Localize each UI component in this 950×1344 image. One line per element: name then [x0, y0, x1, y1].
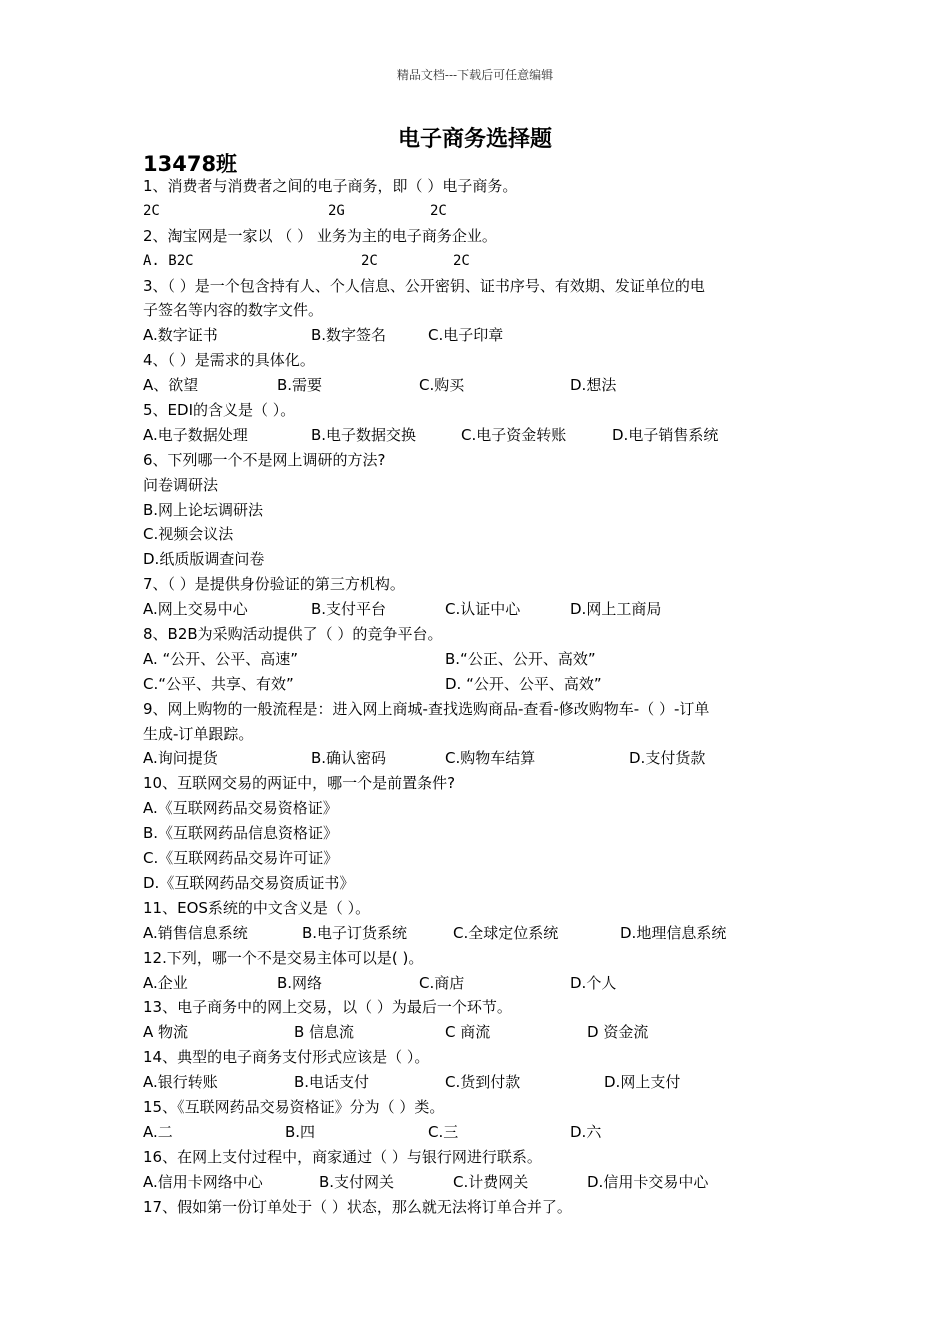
- text-line: [143, 1095, 823, 1120]
- text-line: [143, 995, 823, 1020]
- line-text: 3、（ ）是一个包含持有人、个人信息、公开密钥、证书序号、有效期、发证单位的电: [143, 276, 705, 295]
- text-line: [143, 1195, 823, 1220]
- answer-option: B.网络: [277, 973, 323, 992]
- text-line: [143, 423, 823, 448]
- text-line: [143, 398, 823, 423]
- line-text: 12.下列，哪一个不是交易主体可以是( )。: [143, 948, 424, 967]
- answer-option: D.电子销售系统: [612, 425, 719, 444]
- answer-option: D.个人: [570, 973, 617, 992]
- answer-option: B.确认密码: [311, 749, 387, 768]
- answer-option: C.电子印章: [428, 326, 504, 345]
- text-line: [143, 1020, 823, 1045]
- answer-option: B.电话支付: [294, 1073, 370, 1092]
- document-title: 电子商务选择题: [397, 126, 552, 152]
- text-line: [143, 1120, 823, 1145]
- answer-option: A 物流: [143, 1023, 189, 1042]
- answer-option: A. B2C: [143, 252, 194, 269]
- line-text: 子签名等内容的数字文件。: [143, 301, 324, 320]
- answer-option: D.六: [570, 1122, 602, 1141]
- text-line: [143, 348, 823, 373]
- text-line: [143, 697, 823, 722]
- text-line: [143, 722, 823, 747]
- line-text: 14、典型的电子商务支付形式应该是（ ）。: [143, 1048, 430, 1067]
- text-line: [143, 572, 823, 597]
- answer-option: D.支付货款: [629, 749, 706, 768]
- answer-option: C.计费网关: [453, 1172, 529, 1191]
- text-line: [143, 224, 823, 249]
- answer-option: B.“公正、公开、高效”: [445, 649, 596, 668]
- text-line: [143, 647, 823, 672]
- line-text: B.网上论坛调研法: [143, 500, 264, 519]
- answer-option: B.电子数据交换: [311, 425, 417, 444]
- answer-option: B.电子订货系统: [302, 923, 408, 942]
- answer-option: B.数字签名: [311, 326, 387, 345]
- line-text: 6、下列哪一个不是网上调研的方法?: [143, 450, 386, 469]
- line-text: 17、假如第一份订单处于（ ）状态，那么就无法将订单合并了。: [143, 1197, 572, 1216]
- line-text: 5、EDI的含义是（ ）。: [143, 401, 296, 420]
- text-line: [143, 746, 823, 771]
- text-line: [143, 274, 823, 299]
- answer-option: A. “公开、公平、高速”: [143, 649, 299, 668]
- line-text: 10、互联网交易的两证中，哪一个是前置条件?: [143, 774, 456, 793]
- line-text: 生成-订单跟踪。: [143, 724, 254, 743]
- answer-option: C.商店: [419, 973, 465, 992]
- answer-option: A.销售信息系统: [143, 923, 248, 942]
- text-line: [143, 846, 823, 871]
- line-text: C.《互联网药品交易许可证》: [143, 849, 339, 868]
- line-text: 11、EOS系统的中文含义是（ ）。: [143, 898, 371, 917]
- text-line: [143, 771, 823, 796]
- answer-option: 2C: [453, 252, 470, 269]
- text-line: [143, 821, 823, 846]
- answer-option: C.全球定位系统: [453, 923, 559, 942]
- text-line: [143, 597, 823, 622]
- text-line: [143, 896, 823, 921]
- answer-option: A.企业: [143, 973, 188, 992]
- answer-option: D.想法: [570, 376, 617, 395]
- answer-option: A.电子数据处理: [143, 425, 248, 444]
- answer-option: C.购买: [419, 376, 465, 395]
- line-text: 16、在网上支付过程中，商家通过（ ）与银行网进行联系。: [143, 1147, 542, 1166]
- text-line: [143, 921, 823, 946]
- text-line: [143, 946, 823, 971]
- text-line: [143, 448, 823, 473]
- text-line: [143, 1145, 823, 1170]
- text-line: [143, 298, 823, 323]
- answer-option: A、欲望: [143, 376, 199, 395]
- text-line: [143, 547, 823, 572]
- answer-option: C.货到付款: [445, 1073, 521, 1092]
- answer-option: D.网上支付: [604, 1073, 681, 1092]
- answer-option: B 信息流: [294, 1023, 355, 1042]
- text-line: [143, 249, 823, 274]
- answer-option: A.银行转账: [143, 1073, 218, 1092]
- text-line: [143, 796, 823, 821]
- answer-option: C.三: [428, 1122, 459, 1141]
- answer-option: B.四: [285, 1122, 316, 1141]
- line-text: C.视频会议法: [143, 525, 234, 544]
- line-text: 问卷调研法: [143, 475, 219, 494]
- line-text: 13、电子商务中的网上交易，以（ ）为最后一个环节。: [143, 998, 512, 1017]
- text-line: [143, 971, 823, 996]
- class-label: 13478班: [143, 152, 238, 176]
- answer-option: D. “公开、公平、高效”: [445, 674, 602, 693]
- line-text: D.《互联网药品交易资质证书》: [143, 873, 355, 892]
- line-text: D.纸质版调查问卷: [143, 550, 265, 569]
- answer-option: D 资金流: [587, 1023, 649, 1042]
- line-text: 1、消费者与消费者之间的电子商务，即（ ）电子商务。: [143, 177, 518, 195]
- answer-option: D.网上工商局: [570, 600, 662, 619]
- text-line: [143, 199, 823, 224]
- answer-option: 2C: [143, 202, 160, 219]
- text-line: [143, 622, 823, 647]
- answer-option: C.购物车结算: [445, 749, 536, 768]
- answer-option: A.二: [143, 1122, 173, 1141]
- answer-option: C.电子资金转账: [461, 425, 567, 444]
- text-line: [143, 373, 823, 398]
- answer-option: C.认证中心: [445, 600, 521, 619]
- answer-option: B.支付平台: [311, 600, 387, 619]
- question-list: [143, 174, 823, 1219]
- answer-option: 2C: [430, 202, 447, 219]
- answer-option: A.数字证书: [143, 326, 218, 345]
- line-text: 2、淘宝网是一家以 （ ） 业务为主的电子商务企业。: [143, 226, 497, 245]
- text-line: [143, 323, 823, 348]
- answer-option: 2C: [361, 252, 378, 269]
- line-text: 7、（ ）是提供身份验证的第三方机构。: [143, 575, 405, 594]
- answer-option: A.询问提货: [143, 749, 218, 768]
- text-line: [143, 174, 823, 199]
- line-text: B.《互联网药品信息资格证》: [143, 824, 339, 843]
- text-line: [143, 871, 823, 896]
- line-text: A.《互联网药品交易资格证》: [143, 799, 338, 818]
- text-line: [143, 672, 823, 697]
- answer-option: D.地理信息系统: [620, 923, 727, 942]
- answer-option: A.网上交易中心: [143, 600, 248, 619]
- line-text: 4、（ ）是需求的具体化。: [143, 351, 315, 370]
- answer-option: B.需要: [277, 376, 323, 395]
- answer-option: 2G: [328, 202, 345, 219]
- text-line: [143, 473, 823, 498]
- line-text: 9、网上购物的一般流程是：进入网上商城-查找选购商品-查看-修改购物车-（ ）-订单: [143, 699, 710, 718]
- text-line: [143, 522, 823, 547]
- line-text: 15、《互联网药品交易资格证》分为（ ）类。: [143, 1097, 445, 1116]
- answer-option: B.支付网关: [319, 1172, 395, 1191]
- text-line: [143, 1170, 823, 1195]
- line-text: 8、B2B为采购活动提供了（ ）的竞争平台。: [143, 625, 443, 644]
- answer-option: C 商流: [445, 1023, 491, 1042]
- answer-option: C.“公平、共享、有效”: [143, 674, 294, 693]
- text-line: [143, 498, 823, 523]
- page-header: 精品文档---下载后可任意编辑: [396, 68, 554, 82]
- answer-option: A.信用卡网络中心: [143, 1172, 263, 1191]
- answer-option: D.信用卡交易中心: [587, 1172, 709, 1191]
- text-line: [143, 1070, 823, 1095]
- text-line: [143, 1045, 823, 1070]
